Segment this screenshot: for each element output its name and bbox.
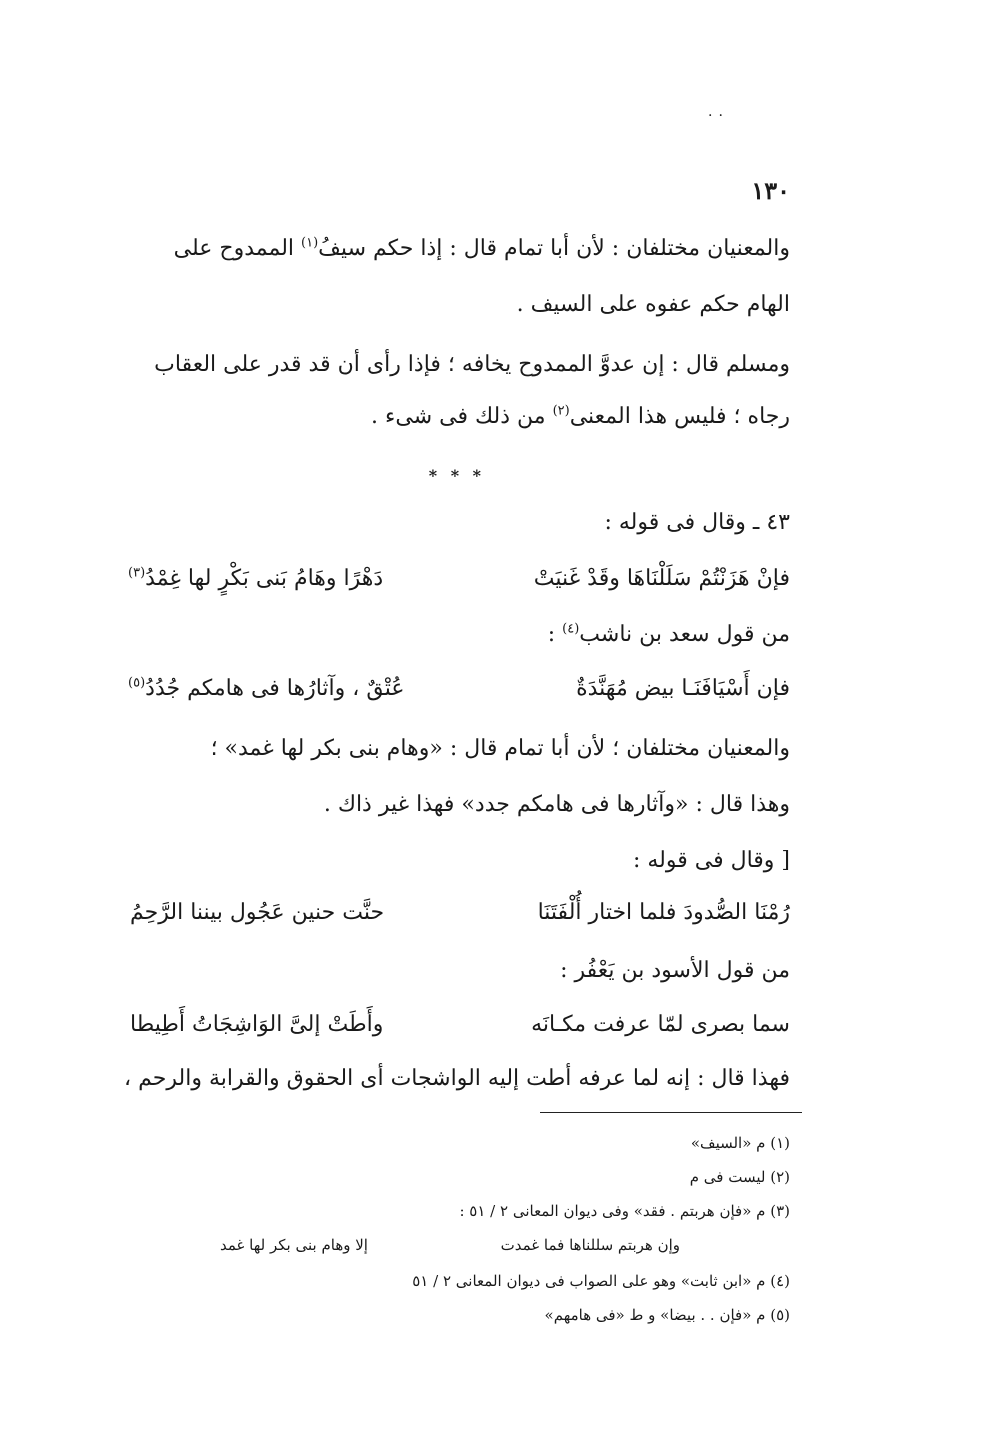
footnote-5: (٥) م «فإن . . بيضا» و ط «فى هامهم» [544, 1306, 790, 1324]
verse-3-first-hemistich: رُمْنَا الصُّدودَ فلما اختار أُلْفَتَنَا [537, 900, 790, 925]
text-segment: الممدوح على [173, 236, 295, 261]
source-line-1 [548, 622, 790, 647]
text-segment: من ذلك فى شىء . [371, 404, 546, 429]
page-number: ١٣٠ [751, 176, 790, 205]
paragraph-1-line-2: الهام حكم عفوه على السيف . [516, 292, 790, 317]
section-44-heading: [ وقال فى قوله : [632, 848, 790, 873]
text-segment: عُتْقٌ ، وآثارُها فى هامكم جُدُدُ [145, 676, 405, 701]
footnote-3: (٣) م «فإن هربتم . فقد» وفى ديوان المعانى ٢ / ٥١ : [459, 1202, 790, 1220]
verse-2-second-hemistich [128, 676, 405, 701]
section-separator: * * * [428, 466, 485, 485]
verse-3-second-hemistich: حنَّت حنين عَجُول بيننا الرَّحِمُ [130, 900, 385, 925]
verse-2-first-hemistich: فإن أَسْيَافَنَـا بيض مُهَنَّدَةٌ [576, 676, 790, 701]
footnote-ref-2: (٢) [552, 403, 570, 419]
paragraph-3-line-2: وهذا قال : «وآثارها فى هامكم جدد» فهذا غير ذاك . [323, 792, 790, 817]
paragraph-3-line-1: والمعنيان مختلفان ؛ لأن أبا تمام قال : «وهام بنى بكر لها غمد» ؛ [210, 736, 790, 761]
text-segment: رجاه ؛ فليس هذا المعنى [569, 404, 790, 429]
text-segment: دَهْرًا وهَامُ بَنى بَكْرٍ لها غِمْدُ [145, 566, 384, 591]
footnote-4: (٤) م «ابن ثابت» وهو على الصواب فى ديوان المعانى ٢ / ٥١ [412, 1272, 790, 1290]
source-line-2: من قول الأسود بن يَعْفُر : [560, 958, 790, 983]
paragraph-2-line-2 [371, 404, 790, 429]
footnote-ref-1: (١) [301, 235, 319, 251]
footnote-ref-4: (٤) [562, 621, 580, 637]
section-43-heading: ٤٣ ـ وقال فى قوله : [604, 510, 790, 535]
footnote-ref-3: (٣) [128, 565, 146, 581]
verse-4-second-hemistich: وأَطَتْ إلىَّ الوَاشِجَاتُ أَطِيطا [130, 1012, 384, 1037]
verse-1-second-hemistich [128, 566, 383, 591]
verse-4-first-hemistich: سما بصرى لمّا عرفت مكـانَه [531, 1012, 790, 1037]
paragraph-4-line-1: فهذا قال : إنه لما عرفه أطت إليه الواشجات أى الحقوق والقرابة والرحم ، [124, 1066, 790, 1091]
footnote-divider [540, 1112, 802, 1113]
footnote-ref-5: (٥) [128, 675, 146, 691]
text-segment: من قول سعد بن ناشب [579, 622, 790, 647]
footnote-3-verse-second: إلا وهام بنى بكر لها غمد [220, 1236, 368, 1254]
text-segment: : [547, 622, 556, 647]
footnote-3-verse-first: وإن هربتم سللناها فما غمدت [500, 1236, 680, 1254]
footnote-1: (١) م «السيف» [690, 1134, 790, 1152]
text-segment: والمعنيان مختلفان : لأن أبا تمام قال : إذا حكم سيفُ [318, 236, 790, 261]
footnote-2: (٢) ليست فى م [689, 1168, 790, 1186]
verse-1-first-hemistich: فإنْ هَزَنْتُمْ سَلَلْنَاهَا وقَدْ غَنيَتْ [533, 566, 790, 591]
paragraph-1-line-1 [174, 236, 790, 261]
paragraph-2-line-1: ومسلم قال : إن عدوَّ الممدوح يخافه ؛ فإذا رأى أن قد قدر على العقاب [154, 352, 790, 377]
page-mark: .. [708, 104, 729, 120]
